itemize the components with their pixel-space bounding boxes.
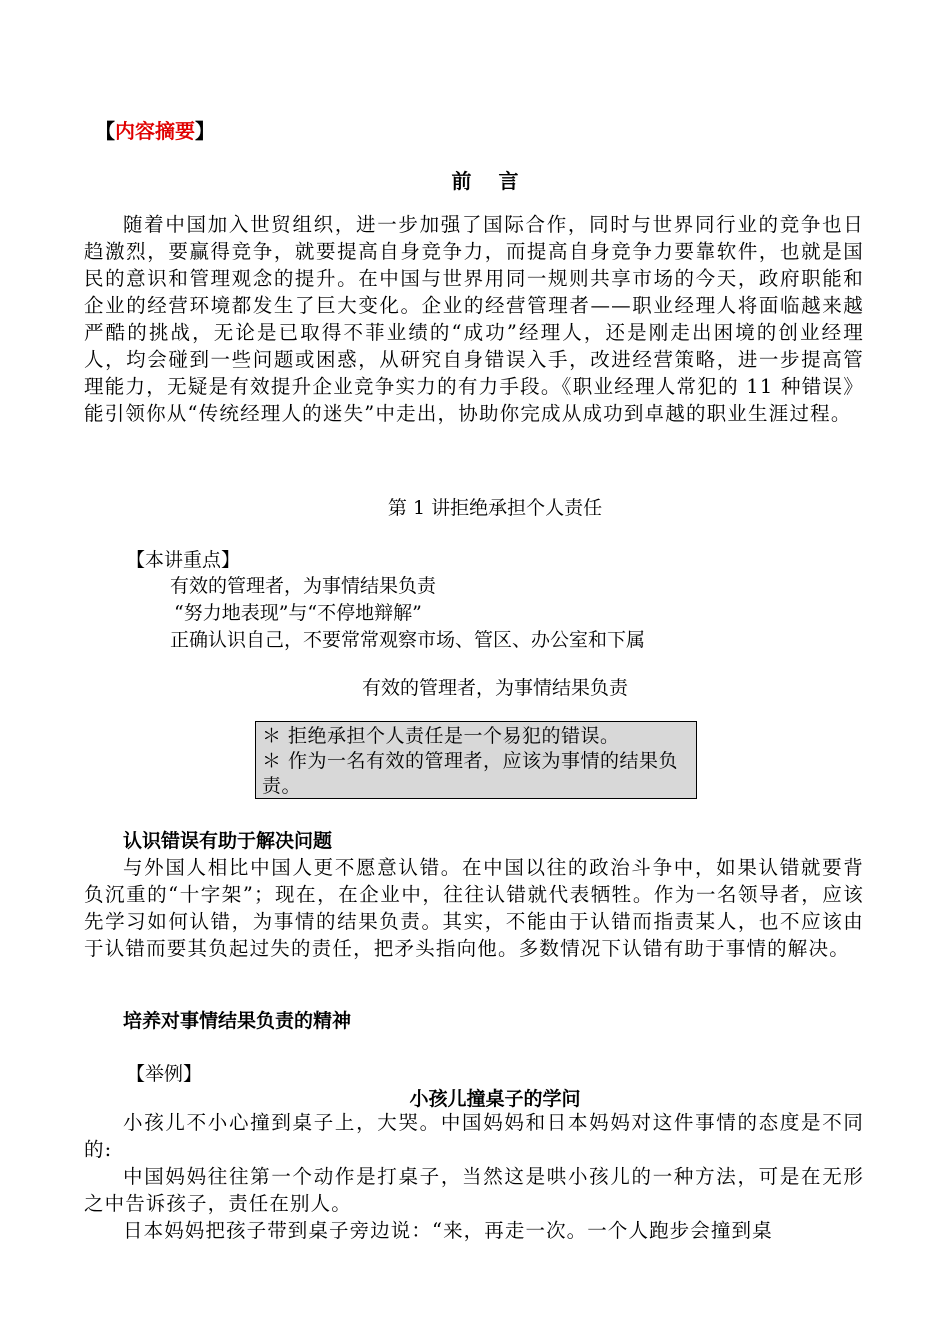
story-body (84, 1109, 864, 1244)
story-paragraph: 日本妈妈把孩子带到桌子旁边说：“来，再走一次。一个人跑步会撞到桌 (123, 1219, 773, 1242)
story-paragraph: 中国妈妈往往第一个动作是打桌子，当然这是哄小孩儿的一种方法，可是在无形之中告诉孩子，责任在别人。 (84, 1165, 864, 1215)
section-heading: 培养对事情结果负责的精神 (123, 1010, 352, 1032)
section-heading: 认识错误有助于解决问题 (123, 830, 333, 852)
highlight-box-line: ＊ 作为一名有效的管理者，应该为事情的结果负责。 (262, 750, 679, 797)
summary-bracket-open: 【 (95, 119, 115, 143)
summary-bracket-close: 】 (195, 119, 215, 143)
highlight-box-line: ＊ 拒绝承担个人责任是一个易犯的错误。 (262, 725, 620, 747)
preface-body (84, 211, 864, 427)
key-point-item: 正确认识自己，不要常常观察市场、管区、办公室和下属 (170, 629, 646, 651)
section-title: 有效的管理者，为事情结果负责 (361, 677, 628, 699)
section-body-text: 与外国人相比中国人更不愿意认错。在中国以往的政治斗争中，如果认错就要背负沉重的“十字架”；现在，在企业中，往往认错就代表牺牲。作为一名领导者，应该先学习如何认错，为事情的结果负责。其实，不能由于认错而指责某人，也不应该由于认错而要其负起过失的责任，把矛头指向他。多数情况下认错有助于事情的解决。 (84, 856, 864, 960)
preface-body-text: 随着中国加入世贸组织，进一步加强了国际合作，同时与世界同行业的竞争也日趋激烈，要赢得竞争，就要提高自身竞争力，而提高自身竞争力要靠软件，也就是国民的意识和管理观念的提升。在中国与世界用同一规则共享市场的今天，政府职能和企业的经营环境都发生了巨大变化。企业的经营管理者——职业经理人将面临越来越严酷的挑战，无论是已取得不菲业绩的“成功”经理人，还是刚走出困境的创业经理人，均会碰到一些问题或困惑，从研究自身错误入手，改进经营策略，进一步提高管理能力，无疑是有效提升企业竞争实力的有力手段。《职业经理人常犯的 11 种错误》能引领你从“传统经理人的迷失”中走出，协助你完成从成功到卓越的职业生涯过程。 (84, 213, 864, 425)
summary-label-text: 内容摘要 (115, 119, 195, 143)
key-point-item: 有效的管理者，为事情结果负责 (170, 575, 437, 597)
example-label: 【举例】 (126, 1063, 203, 1085)
lecture-title: 第 1 讲拒绝承担个人责任 (387, 497, 603, 519)
story-paragraph: 小孩儿不小心撞到桌子上，大哭。中国妈妈和日本妈妈对这件事情的态度是不同的: (84, 1111, 864, 1161)
key-points-label: 【本讲重点】 (126, 549, 241, 571)
summary-label (95, 115, 215, 144)
highlight-box (255, 721, 697, 799)
preface-title: 前 言 (451, 169, 529, 193)
key-points-list (170, 573, 645, 654)
key-point-item: “努力地表现”与“不停地辩解” (174, 602, 422, 624)
section-body (84, 854, 864, 962)
story-title: 小孩儿撞桌子的学问 (409, 1088, 581, 1110)
